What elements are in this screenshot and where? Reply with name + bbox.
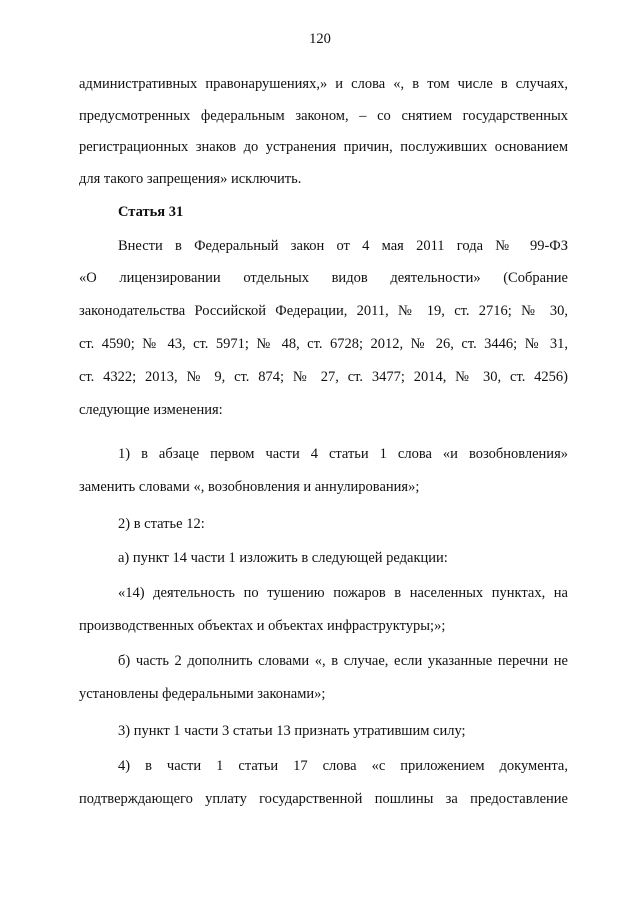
text-line: административных правонарушениях,» и слова «, в том числе в случаях,	[79, 76, 568, 92]
text-line: предусмотренных федеральным законом, – со снятием государственных	[79, 108, 568, 124]
text-line: б) часть 2 дополнить словами «, в случае, если указанные перечни не	[118, 653, 568, 669]
text-line: 1) в абзаце первом части 4 статьи 1 слова «и возобновления»	[118, 446, 568, 462]
text-line: заменить словами «, возобновления и аннулирования»;	[79, 479, 420, 495]
text-line: 4) в части 1 статьи 17 слова «с приложением документа,	[118, 758, 568, 774]
text-line: для такого запрещения» исключить.	[79, 171, 302, 187]
page-number: 120	[309, 31, 331, 47]
article-heading: Статья 31	[118, 204, 184, 220]
text-line: законодательства Российской Федерации, 2011, № 19, ст. 2716; № 30,	[79, 303, 568, 319]
text-line: ст. 4322; 2013, № 9, ст. 874; № 27, ст. 3477; 2014, № 30, ст. 4256)	[79, 369, 568, 385]
text-line: Внести в Федеральный закон от 4 мая 2011 года № 99-ФЗ	[118, 238, 568, 254]
text-line: подтверждающего уплату государственной пошлины за предоставление	[79, 791, 568, 807]
text-line: регистрационных знаков до устранения причин, послуживших основанием	[79, 139, 568, 155]
text-line: «14) деятельность по тушению пожаров в населенных пунктах, на	[118, 585, 568, 601]
text-line: производственных объектах и объектах инфраструктуры;»;	[79, 618, 446, 634]
text-line: «О лицензировании отдельных видов деятельности» (Собрание	[79, 270, 568, 286]
text-line: 3) пункт 1 части 3 статьи 13 признать утратившим силу;	[118, 723, 466, 739]
text-line: установлены федеральными законами»;	[79, 686, 326, 702]
text-line: 2) в статье 12:	[118, 516, 205, 532]
text-line: а) пункт 14 части 1 изложить в следующей редакции:	[118, 550, 448, 566]
text-line: ст. 4590; № 43, ст. 5971; № 48, ст. 6728; 2012, № 26, ст. 3446; № 31,	[79, 336, 568, 352]
text-line: следующие изменения:	[79, 402, 223, 418]
